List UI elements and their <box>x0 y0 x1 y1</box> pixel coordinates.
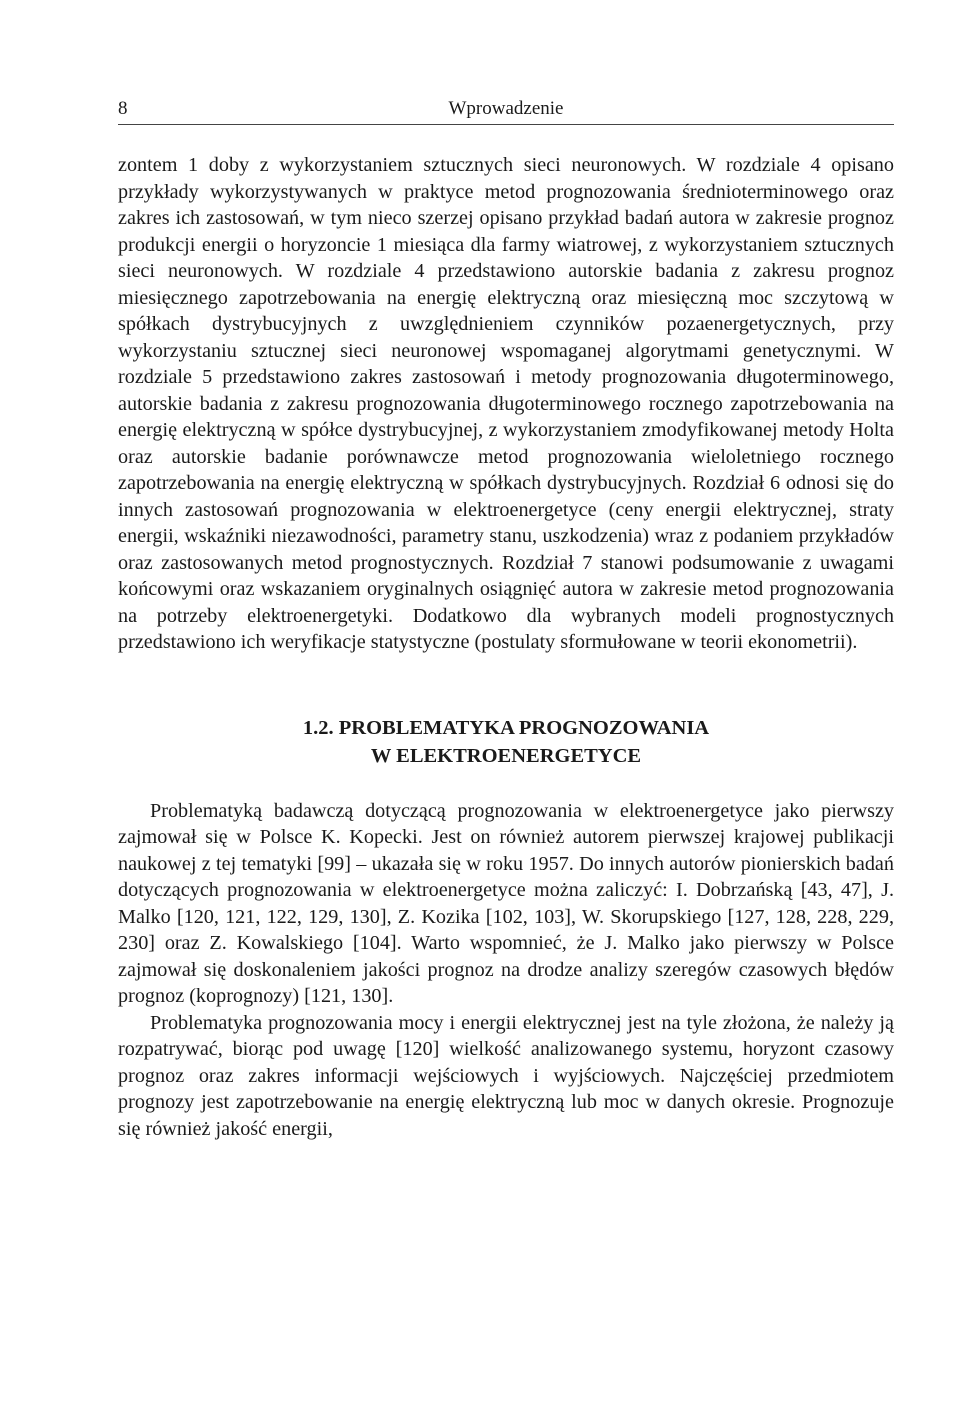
page-body <box>118 152 894 1142</box>
running-header-title: Wprowadzenie <box>448 98 564 119</box>
running-header <box>118 96 894 125</box>
section-heading-line-1: 1.2. PROBLEMATYKA PROGNOZOWANIA <box>302 716 710 739</box>
page-number: 8 <box>118 98 128 119</box>
paragraph-pioneers: Problematyką badawczą dotyczącą prognozowania w elektroenergetyce jako pierwszy zajmował się w Polsce K. Kopecki. Jest on również autorem pierwszej krajowej publikacji naukowej z tej tematyki [99] – ukazała się w roku 1957. Do innych autorów pionierskich badań dotyczących prognozowania w elektroenergetyce można zaliczyć: I. Dobrzańską [43, 47], J. Malko [120, 121, 122, 129, 130], Z. Kozika [102, 103], W. Skorupskiego [127, 128, 228, 229, 230] oraz Z. Kowalskiego [104]. Warto wspomnieć, że J. Malko jako pierwszy w Polsce zajmował się doskonaleniem jakości prognoz na drodze analizy szeregów czasowych błędów prognoz (koprognozy) [121, 130]. <box>118 799 894 1007</box>
paragraph-problem-scope: Problematyka prognozowania mocy i energii elektrycznej jest na tyle złożona, że należy ją rozpatrywać, biorąc pod uwagę [120] wielkość analizowanego systemu, horyzont czasowy prognoz oraz zakres informacji wejściowych i wyjściowych. Najczęściej przedmiotem prognozy jest zapotrzebowanie na energię elektryczną lub moc w danych okresie. Prognozuje się również jakość energii, <box>118 1011 894 1140</box>
section-heading <box>118 714 894 770</box>
paragraph-chapter-overview: zontem 1 doby z wykorzystaniem sztucznych sieci neuronowych. W rozdziale 4 opisano przykłady wykorzystywanych w praktyce metod prognozowania średnioterminowego oraz zakres ich zastosowań, w tym nieco szerzej opisano przykład badań autora w zakresie prognoz produkcji energii o horyzoncie 1 miesiąca dla farmy wiatrowej, z wykorzystaniem sztucznych sieci neuronowych. W rozdziale 4 przedstawiono autorskie badania z zakresu prognoz miesięcznego zapotrzebowania na energię elektryczną oraz miesięczną moc szczytową w spółkach dystrybucyjnych z uwzględnieniem czynników pozaenergetycznych, przy wykorzystaniu sztucznej sieci neuronowej wspomaganej algorytmami genetycznymi. W rozdziale 5 przedstawiono zakres zastosowań i metody prognozowania długoterminowego, autorskie badania z zakresu prognozowania długoterminowego rocznego zapotrzebowania na energię elektryczną w spółce dystrybucyjnej, z wykorzystaniem zmodyfikowanej metody Holta oraz autorskie badanie porównawcze metod prognozowania wieloletniego rocznego zapotrzebowania na energię elektryczną w spółkach dystrybucyjnych. Rozdział 6 odnosi się do innych zastosowań prognozowania w elektroenergetyce (ceny energii elektrycznej, straty energii, wskaźniki niezawodności, parametry stanu, uszkodzenia) wraz z podaniem przykładów oraz zastosowanych metod prognostycznych. Rozdział 7 stanowi podsumowanie z uwagami końcowymi oraz wskazaniem oryginalnych osiągnięć autora w zakresie metod prognozowania na potrzeby elektroenergetyki. Dodatkowo dla wybranych modeli prognostycznych przedstawiono ich weryfikacje statystyczne (postulaty sformułowane w teorii ekonometrii). <box>118 154 894 653</box>
section-heading-line-2: W ELEKTROENERGETYCE <box>370 744 642 767</box>
